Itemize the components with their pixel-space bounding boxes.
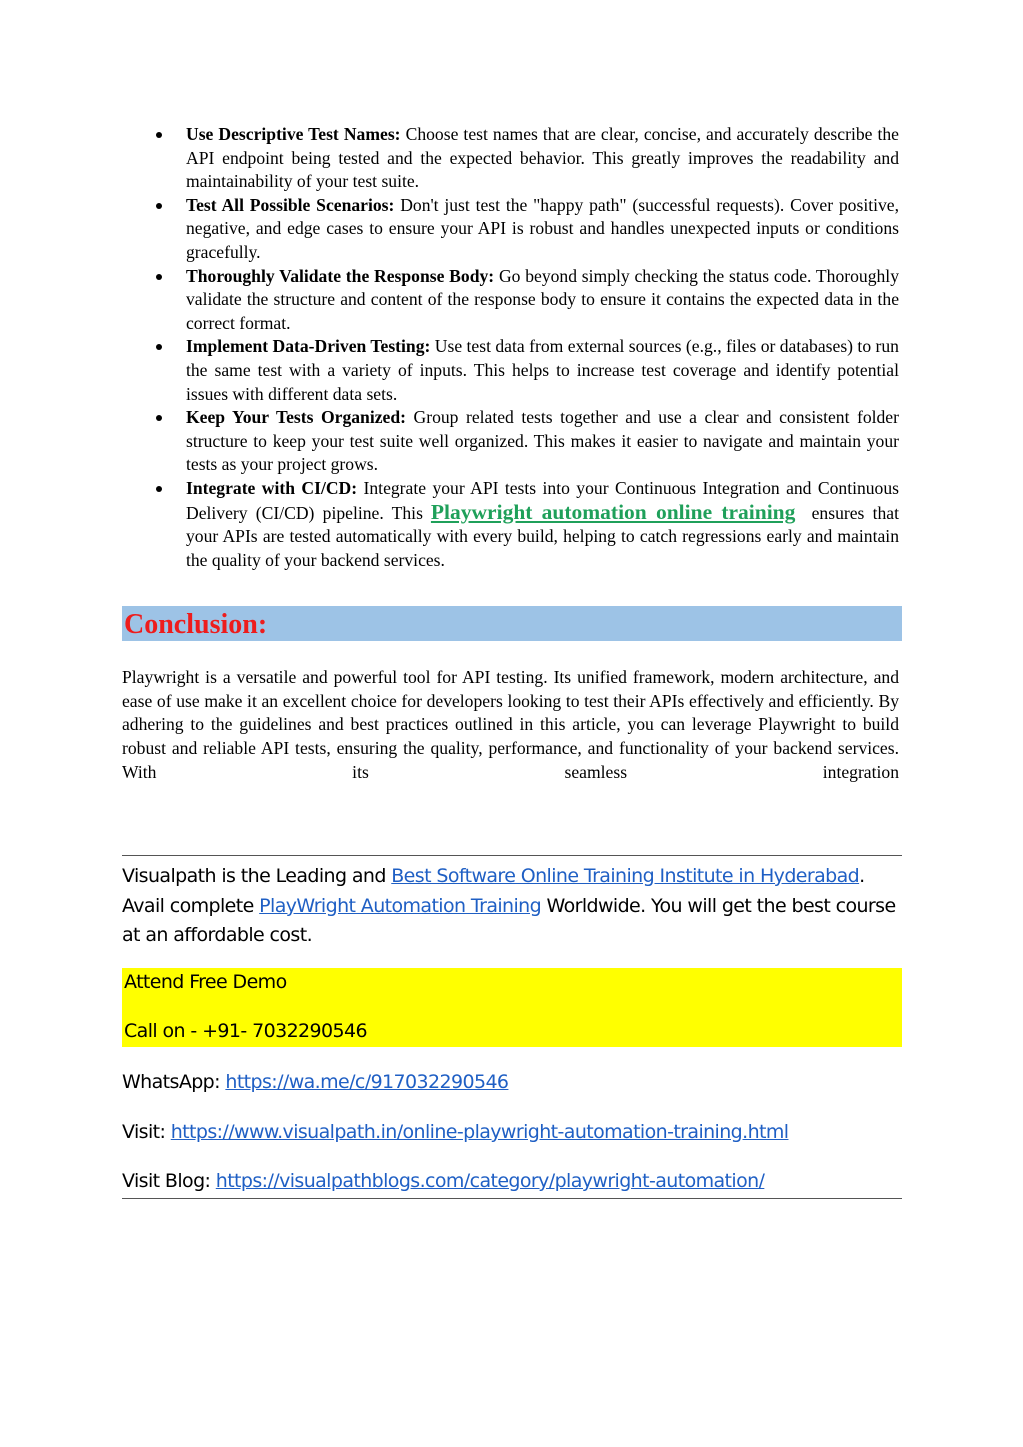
bullet-icon bbox=[156, 203, 162, 209]
training-keyword-link[interactable]: Playwright automation online training bbox=[430, 499, 796, 524]
intro-text: Worldwide. You will get the best course at an affordable cost. bbox=[122, 894, 896, 946]
item-title: Keep Your Tests Organized: bbox=[186, 407, 406, 428]
whatsapp-link[interactable]: https://wa.me/c/917032290546 bbox=[225, 1071, 509, 1093]
conclusion-paragraph: Playwright is a versatile and powerful tool for API testing. Its unified framework, modern architecture, and ease of use make it an excellent choice for developers looking to test their APIs effectively and efficiently. By adhering to the guidelines and best practices outlined in this article, you can leverage Playwright to build robust and reliable API tests, ensuring the quality, performance, and functionality of your backend services. With its seamless integration bbox=[122, 667, 899, 782]
intro-text: Visualpath is the Leading and bbox=[122, 865, 392, 887]
list-item bbox=[122, 265, 899, 336]
item-title: Use Descriptive Test Names: bbox=[186, 124, 401, 144]
item-title: Integrate with CI/CD: bbox=[186, 477, 358, 498]
bullet-icon bbox=[156, 274, 162, 280]
item-text: Don't just test the "happy path" (successful requests). Cover positive, negative, and edge cases to ensure your API is robust and handles unexpected inputs or conditions gracefully. bbox=[186, 194, 899, 262]
playwright-training-link[interactable]: PlayWright Automation Training bbox=[259, 894, 542, 917]
blog-link[interactable]: https://visualpathblogs.com/category/playwright-automation/ bbox=[215, 1170, 765, 1192]
list-item bbox=[122, 123, 899, 194]
list-item-ci-cd bbox=[122, 477, 899, 572]
bullet-icon bbox=[156, 344, 162, 350]
conclusion-heading-bar bbox=[122, 606, 902, 641]
footer-intro bbox=[122, 862, 900, 951]
item-title: Test All Possible Scenarios: bbox=[186, 194, 395, 215]
intro-text: . Avail complete bbox=[122, 865, 865, 917]
bottom-divider bbox=[122, 1198, 902, 1199]
institute-link[interactable]: Best Software Online Training Institute in Hyderabad bbox=[391, 865, 860, 887]
visit-link[interactable]: https://www.visualpath.in/online-playwright-automation-training.html bbox=[170, 1121, 789, 1143]
item-text: Go beyond simply checking the status code. Thoroughly validate the structure and content of the response body to ensure it contains the expected data in the correct format. bbox=[186, 265, 899, 333]
list-item bbox=[122, 406, 899, 477]
bullet-icon bbox=[156, 415, 162, 421]
whatsapp-label: WhatsApp: bbox=[122, 1071, 226, 1093]
blog-line bbox=[122, 1170, 764, 1192]
list-item bbox=[122, 194, 899, 265]
demo-highlight-box bbox=[122, 968, 902, 1047]
top-divider bbox=[122, 855, 902, 856]
item-text: ensures that your APIs are tested automatically with every build, helping to catch regressions early and maintain the quality of your backend services. bbox=[186, 502, 899, 570]
call-text: Call on - +91- 7032290546 bbox=[124, 1020, 367, 1042]
item-text: Choose test names that are clear, concise, and accurately describe the API endpoint being tested and the expected behavior. This greatly improves the readability and maintainability of your test suite. bbox=[186, 124, 899, 192]
blog-label: Visit Blog: bbox=[122, 1170, 216, 1192]
bullet-icon bbox=[156, 486, 162, 492]
list-item bbox=[122, 335, 899, 406]
visit-line bbox=[122, 1121, 788, 1143]
visit-label: Visit: bbox=[122, 1121, 171, 1143]
conclusion-heading: Conclusion: bbox=[124, 609, 268, 640]
item-text: Group related tests together and use a clear and consistent folder structure to keep your test suite well organized. This makes it easier to navigate and maintain your tests as your project grows. bbox=[186, 407, 899, 475]
attend-demo-text: Attend Free Demo bbox=[124, 971, 287, 993]
whatsapp-line bbox=[122, 1071, 508, 1093]
item-title: Thoroughly Validate the Response Body: bbox=[186, 265, 495, 286]
item-text: Integrate your API tests into your Continuous Integration and Continuous Delivery (CI/CD) pipeline. This bbox=[186, 477, 900, 523]
best-practices-list bbox=[122, 123, 899, 572]
item-title: Implement Data-Driven Testing: bbox=[186, 336, 431, 357]
bullet-icon bbox=[156, 132, 162, 138]
item-text: Use test data from external sources (e.g., files or databases) to run the same test with a variety of inputs. This helps to increase test coverage and identify potential issues with different data sets. bbox=[186, 336, 899, 404]
